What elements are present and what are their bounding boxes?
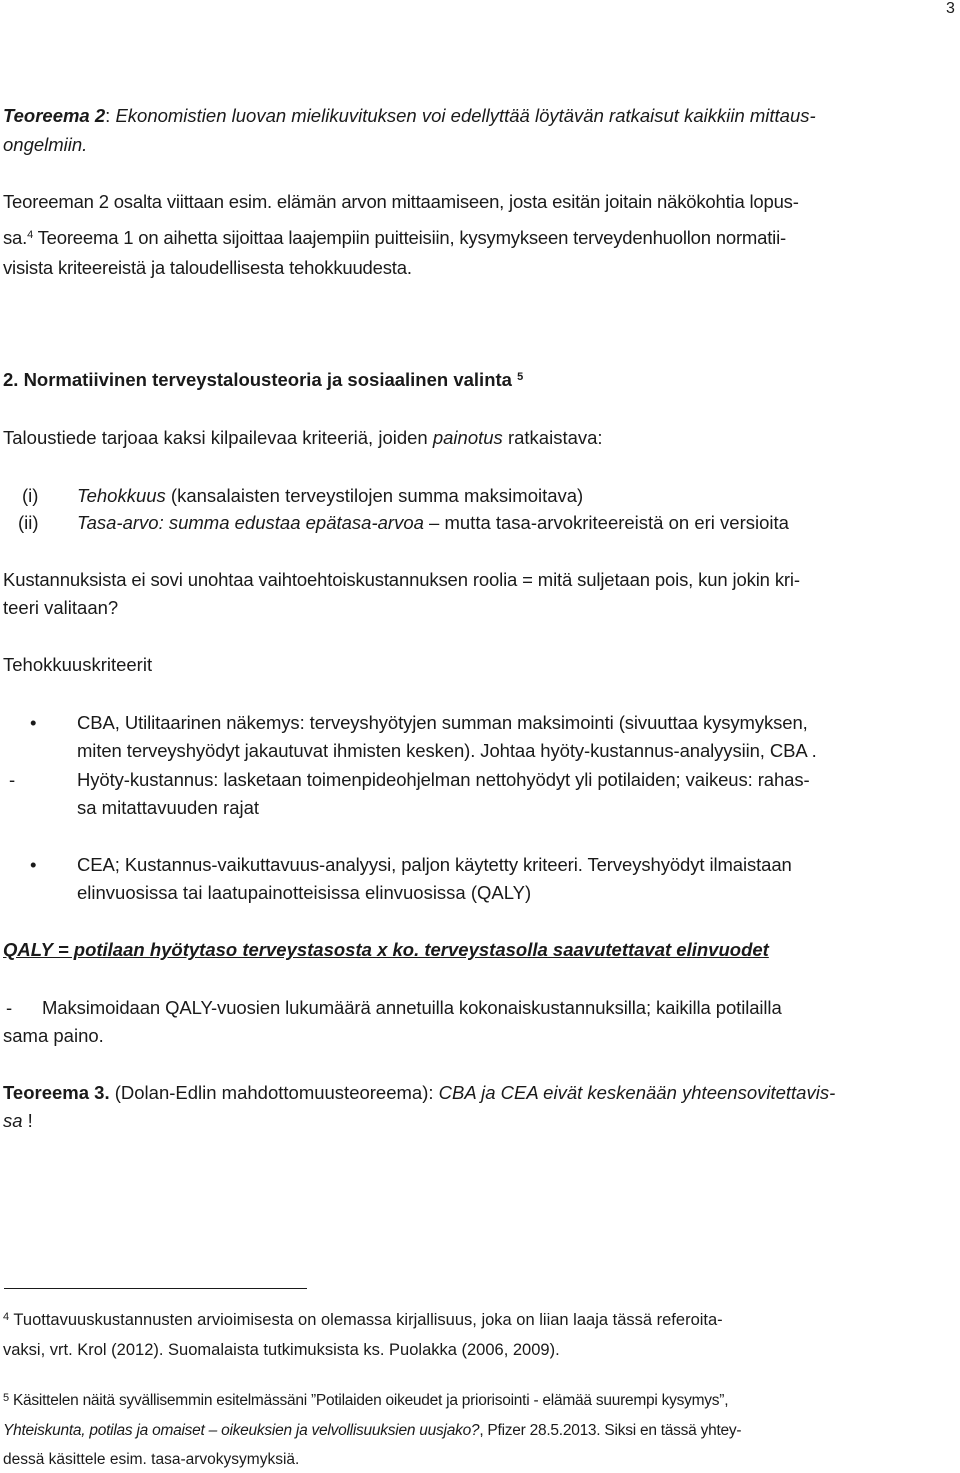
footnote-ref-4[interactable]: 4 — [27, 229, 34, 241]
footnote-5-number: 5 — [3, 1392, 9, 1404]
qaly-definition: QALY = potilaan hyötytaso terveystasosta x ko. terveystasolla saavutettavat elinvuodet — [3, 939, 769, 960]
footnote-4-line2: vaksi, vrt. Krol (2012). Suomalaista tutkimuksista ks. Puolakka (2006, 2009). — [3, 1341, 560, 1359]
cba-line1: CBA, Utilitaarinen näkemys: terveyshyötyjen summan maksimointi (sivuuttaa kysymyksen, — [77, 712, 808, 733]
criteria-rest-1: (kansalaisten terveystilojen summa maksimoitava) — [165, 485, 584, 506]
maximize-marker: - — [6, 997, 13, 1018]
cea-line2: elinvuosissa tai laatupainotteisissa elinvuosissa (QALY) — [77, 882, 532, 903]
criteria-item-2 — [77, 511, 789, 535]
cba-line2: miten terveyshyödyt jakautuvat ihmisten kesken). Johtaa hyöty-kustannus-analyysiin, CBA . — [77, 740, 817, 761]
theorem3-statement-end: sa — [3, 1110, 23, 1131]
intro-post: ratkaistava: — [502, 427, 603, 448]
theorem3-line2 — [3, 1109, 33, 1133]
footnote-5-line2 — [3, 1419, 741, 1443]
efficiency-heading: Tehokkuuskriteerit — [3, 654, 153, 675]
criteria-item-1 — [77, 484, 583, 508]
para1-line2-post: Teoreema 1 on aihetta sijoittaa laajempiin puitteisiin, kysymykseen terveydenhuollon normatii- — [33, 227, 786, 248]
cba-dash-line1: Hyöty-kustannus: lasketaan toimenpideohjelman nettohyödyt yli potilaiden; vaikeus: rahas- — [77, 769, 810, 790]
theorem3-label: Teoreema 3. — [3, 1082, 110, 1103]
footnote-ref-5[interactable]: 5 — [517, 371, 524, 383]
footnote-5-title: Yhteiskunta, potilas ja omaiset – oikeuksien ja velvollisuuksien uusjako? — [3, 1422, 480, 1439]
footnote-separator — [4, 1288, 307, 1289]
cea-line1: CEA; Kustannus-vaikuttavuus-analyysi, paljon käytetty kriteeri. Terveyshyödyt ilmaistaan — [77, 854, 792, 875]
footnote-4-line1 — [3, 1308, 723, 1332]
maximize-line2: sama paino. — [3, 1025, 104, 1046]
cba-bullet: • — [30, 712, 37, 733]
criteria-marker-2: (ii) — [18, 512, 39, 533]
section-heading — [3, 368, 523, 392]
para1-line2-pre: sa. — [3, 227, 28, 248]
cea-bullet: • — [30, 854, 37, 875]
intro-emph: painotus — [432, 427, 503, 448]
theorem2-label: Teoreema 2 — [3, 105, 106, 126]
theorem3-end: ! — [22, 1110, 33, 1131]
footnote-4-number: 4 — [3, 1311, 10, 1323]
theorem2-line1 — [3, 104, 816, 128]
section-heading-text: 2. Normatiivinen terveystalousteoria ja sosiaalinen valinta — [3, 369, 512, 390]
para1-line3: visista kriteereistä ja taloudellisesta tehokkuudesta. — [3, 257, 412, 278]
para1-line1: Teoreeman 2 osalta viittaan esim. elämän arvon mittaamiseen, josta esitän joitain näkökohtia lopus- — [3, 191, 799, 212]
intro-text — [3, 426, 603, 450]
criteria-term-1: Tehokkuus — [77, 485, 166, 506]
footnote-5-line3: dessä käsittele esim. tasa-arvokysymyksiä. — [3, 1451, 300, 1468]
costs-line1: Kustannuksista ei sovi unohtaa vaihtoehtoiskustannuksen roolia = mitä suljetaan pois, kun jokin kri- — [3, 569, 800, 590]
criteria-marker-1: (i) — [22, 485, 39, 506]
theorem2-colon: : — [105, 105, 116, 126]
criteria-rest-2: – mutta tasa-arvokriteereistä on eri versioita — [423, 512, 789, 533]
footnote-4-text: Tuottavuuskustannusten arvioimisesta on olemassa kirjallisuus, joka on liian laaja tässä referoita- — [13, 1311, 723, 1329]
cba-dash-marker: - — [9, 769, 16, 790]
cba-dash-line2: sa mitattavuuden rajat — [77, 797, 260, 818]
maximize-line1: Maksimoidaan QALY-vuosien lukumäärä annetuilla kokonaiskustannuksilla; kaikilla potilailla — [42, 997, 782, 1018]
theorem3-middle: (Dolan-Edlin mahdottomuusteoreema): — [109, 1082, 439, 1103]
intro-pre: Taloustiede tarjoaa kaksi kilpailevaa kriteeriä, joiden — [3, 427, 433, 448]
para1-line2 — [3, 226, 786, 250]
theorem2-text: Ekonomistien luovan mielikuvituksen voi edellyttää löytävän ratkaisut kaikkiin mittaus- — [115, 105, 816, 126]
footnote-5-text: Käsittelen näitä syvällisemmin esitelmässäni ”Potilaiden oikeudet ja priorisointi - elämää suurempi kysymys”, — [12, 1392, 729, 1409]
costs-line2: teeri valitaan? — [3, 597, 119, 618]
theorem2-line2: ongelmiin. — [3, 134, 88, 155]
criteria-term-2: Tasa-arvo: summa edustaa epätasa-arvoa — [77, 512, 424, 533]
theorem3-line1 — [3, 1081, 835, 1105]
footnote-5-line1 — [3, 1389, 728, 1413]
theorem3-statement: CBA ja CEA eivät keskenään yhteensovitettavis- — [438, 1082, 836, 1103]
footnote-5-rest: , Pfizer 28.5.2013. Siksi en tässä yhtey- — [479, 1422, 742, 1439]
page-number: 3 — [946, 0, 955, 17]
